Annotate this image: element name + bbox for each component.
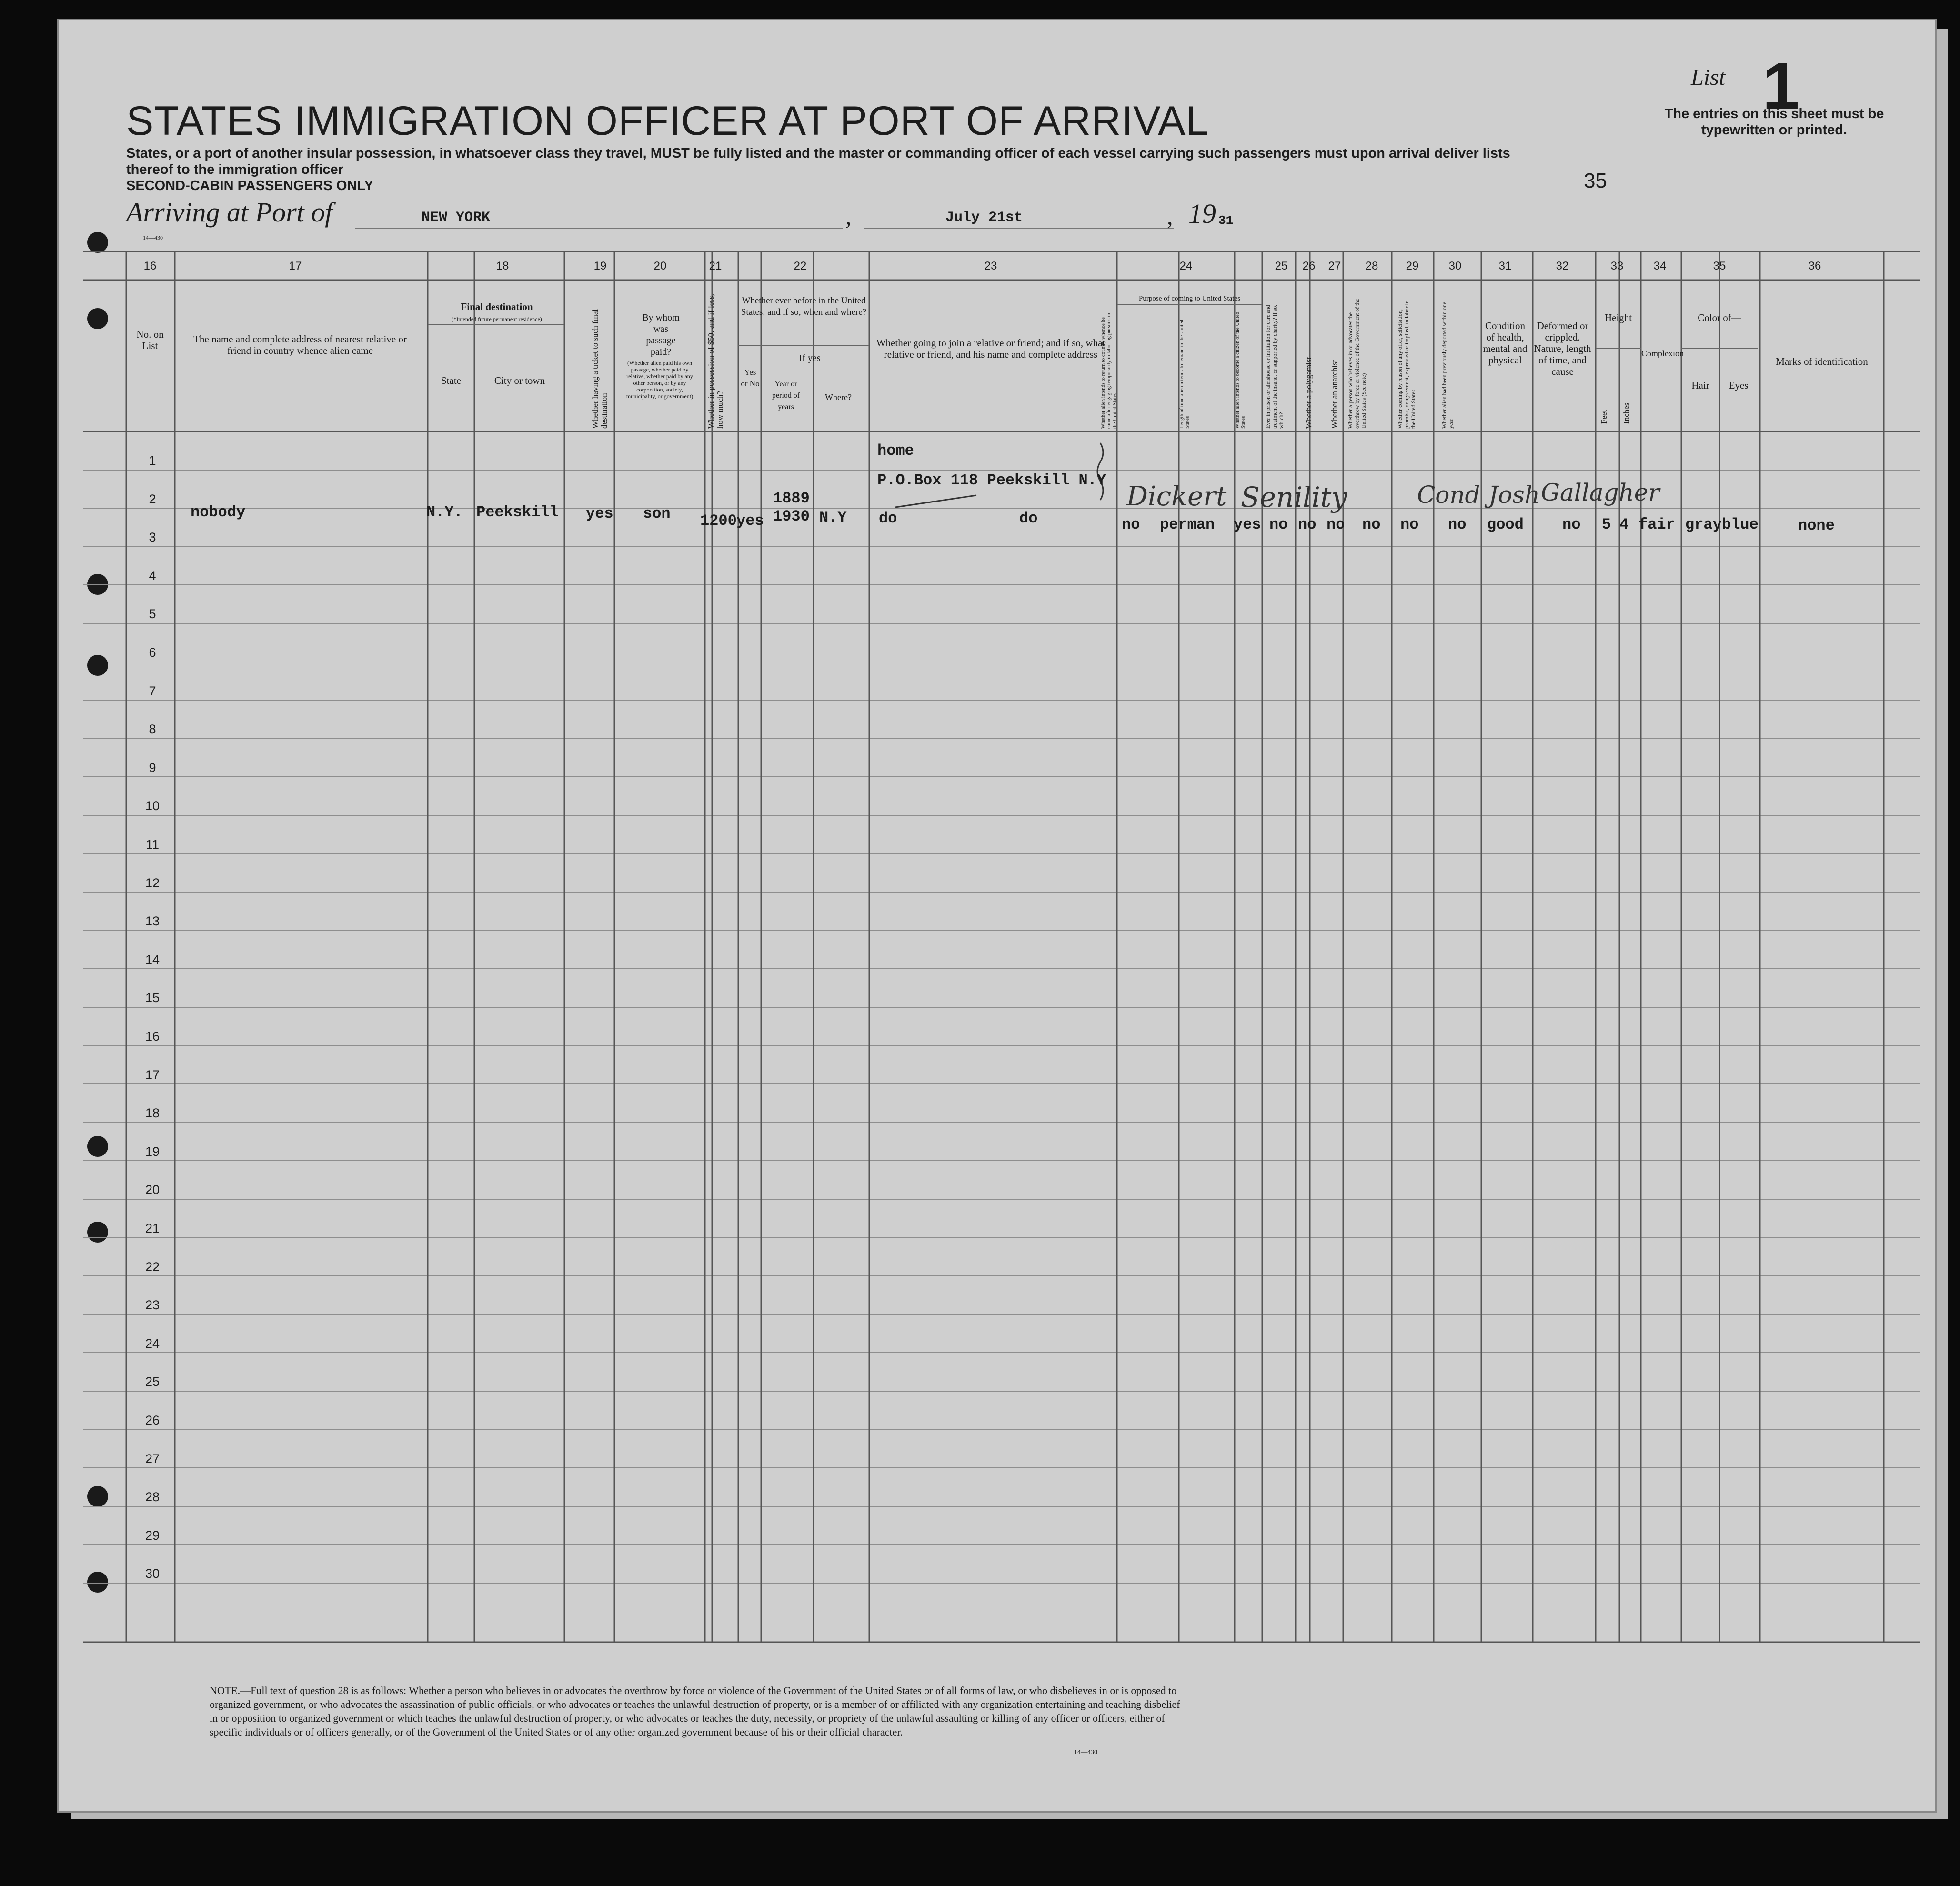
entries-note: The entries on this sheet must be typewritten or printed. [1664,106,1884,138]
hdr-eyes: Eyes [1729,380,1749,391]
col-num-35: 35 [1713,260,1726,272]
hdr-passage-paid-sub: (Whether alien paid his own passage, whether paid by relative, whether paid by any other person, or by any corporation, society, municipality, or government) [626,360,694,400]
hdr-marks: Marks of identification [1776,356,1868,367]
col-num-17: 17 [289,260,302,272]
hdr-before-in-us: Whether ever before in the United States; and if so, when and where? [741,296,867,317]
col-num-25: 25 [1275,260,1288,272]
col-num-26: 26 [1302,260,1316,272]
comma: , [845,203,852,230]
arrival-port: NEW YORK [422,210,491,226]
hdr-purpose-citizen: Whether alien intends to become a citizen of the United States [1235,311,1246,429]
row-number: 23 [145,1298,160,1312]
row2-feet: 5 [1602,516,1611,533]
form-mark-top: 14—430 [143,234,163,241]
hdr-ticket: Whether having a ticket to such final destination [591,309,609,429]
row1-join-line2: P.O.Box 118 Peekskill N.Y [877,472,1106,489]
year-prefix: 19 [1188,198,1216,229]
handwriting-5: Gallagher [1541,479,1660,506]
col-num-28: 28 [1365,260,1378,272]
handwriting-2: Senility [1241,481,1347,513]
row2-anarchist: no [1327,516,1345,533]
hdr-deported: Whether alien had been previously deported within one year [1441,301,1454,429]
row-number: 19 [145,1144,160,1159]
row-number: 6 [149,645,156,660]
hdr-anarchist: Whether an anarchist [1330,360,1339,429]
col-num-18: 18 [496,260,509,272]
hdr-hair: Hair [1691,380,1709,391]
year-suffix: 31 [1218,213,1234,228]
row2-period-to: 1930 [773,508,810,525]
row2-paid-by: son [643,505,671,522]
row-number: 4 [149,569,156,583]
form-title: STATES IMMIGRATION OFFICER AT PORT OF ARRIVAL [126,98,1209,144]
arrival-date: July 21st [945,210,1023,226]
row-number: 3 [149,530,156,544]
row2-citizen: yes [1234,516,1261,533]
row2-hair: gray [1685,516,1722,533]
form-mark-bottom: 14—430 [1074,1749,1097,1756]
row-number: 16 [145,1029,160,1043]
col-num-36: 36 [1808,260,1821,272]
hdr-height: Height [1604,312,1632,323]
notice-text: States, or a port of another insular possession, in whatsoever class they travel, MUST be fully listed and the master or commanding officer of each vessel carrying such passengers must upon arrival deliver lists thereof to the immigration officer [126,146,1510,177]
hdr-join-relative: Whether going to join a relative or friend; and if so, what relative or friend, and his name and complete address [876,337,1106,360]
row2-eyes: blue [1722,516,1759,533]
row-number: 25 [145,1374,160,1389]
col-num-29: 29 [1406,260,1419,272]
handwriting-4: Josh [1488,481,1540,509]
col-num-22: 22 [794,260,807,272]
row-number: 26 [145,1413,160,1427]
col-num-31: 31 [1498,260,1512,272]
row-number: 1 [149,453,156,468]
row2-deported: no [1448,516,1467,533]
row-number: 8 [149,722,156,736]
row2-prison: no [1269,516,1288,533]
col-num-27: 27 [1328,260,1341,272]
hdr-prison: Ever in prison or almshouse or institution for care and treatment of the insane, or supported by charity? If so, which? [1265,304,1285,429]
col-num-16: 16 [143,260,157,272]
hdr-money: Whether in possession of $50, and if less, how much? [706,294,724,429]
row-number: 5 [149,607,156,621]
row2-marks: none [1798,517,1835,534]
comma: , [1167,203,1173,230]
arrival-label: Arriving at Port of [126,197,333,228]
row2-overthrow: no [1362,516,1381,533]
row2-money: 1200 [700,512,737,530]
row-number: 14 [145,953,160,967]
hdr-purpose: Purpose of coming to United States [1139,295,1240,302]
hdr-period: Year or period of years [772,380,800,411]
col-num-19: 19 [593,260,607,272]
row2-health: good [1487,516,1524,533]
row2-where: N.Y [819,509,847,526]
col-num-30: 30 [1448,260,1462,272]
hdr-purpose-length: Length of time alien intends to remain in the United States [1179,320,1190,429]
row2-contract: no [1400,516,1419,533]
row-number: 9 [149,761,156,775]
hdr-nearest-relative: The name and complete address of nearest relative or friend in country whence alien came [193,333,407,356]
hdr-passage-paid: By whom was passage paid? [642,312,680,357]
col-num-24: 24 [1179,260,1193,272]
row-number: 12 [145,876,160,890]
row-number: 30 [145,1566,160,1581]
row2-return-country: no [1122,516,1140,533]
row2-polygamist: no [1298,516,1317,533]
hdr-deformed: Deformed or crippled. Nature, length of time, and cause [1534,320,1591,377]
footer-note: NOTE.—Full text of question 28 is as follows: Whether a person who believes in or advocates the overthrow by force or violence of the Government of the United States or of all forms of law, or who disbelieves in or is opposed to organized government, or who advocates the assassination of public officials, or who advocates or teaches the unlawful destruction of property, or is a member of or affiliated with any organization entertaining and teaching disbelief in or opposition to organized government or which teaches the unlawful destruction of property, or who advocates or teaches the duty, necessity, or propriety of the unlawful assaulting or killing of any officer or officers, either of specific individuals or of officers generally, or of the Government of the United States or of any other organized government because of his or their official character. [210,1685,1180,1738]
hdr-if-yes: If yes— [799,353,830,363]
row2-state: N.Y. [426,503,463,521]
row-number: 27 [145,1452,160,1466]
hdr-color: Color of— [1698,312,1741,323]
row-number: 21 [145,1221,160,1235]
hdr-contract-labor: Whether coming by reason of any offer, solicitation, promise, or agreement, expressed or implied, to labor in the United States [1397,301,1417,429]
row2-complexion: fair [1638,516,1675,533]
row1-join-line1: home [877,442,914,460]
page-number: 35 [1584,169,1607,192]
row-number: 24 [145,1336,160,1351]
list-label: List [1691,65,1726,90]
hdr-final-destination: Final destination [461,301,533,312]
col-num-21: 21 [709,260,722,272]
hdr-polygamist: Whether a polygamist [1304,357,1313,429]
row-number: 28 [145,1490,160,1504]
col-num-23: 23 [984,260,997,272]
row-number: 29 [145,1528,160,1543]
row-number: 18 [145,1106,160,1120]
hdr-state: State [441,375,461,386]
row2-length-of-stay: perman [1160,516,1215,533]
hdr-where: Where? [825,392,852,402]
row-number: 17 [145,1068,160,1082]
row2-deformed: no [1562,516,1581,533]
row-number: 13 [145,914,160,928]
hdr-inches: Inches [1622,402,1631,424]
row2-inches: 4 [1619,516,1629,533]
col-num-33: 33 [1610,260,1624,272]
col-num-20: 20 [653,260,667,272]
hdr-final-destination-sub: (*Intended future permanent residence) [452,316,542,322]
hdr-health: Condition of health, mental and physical [1483,320,1528,366]
hdr-purpose-return: Whether alien intends to return to country whence he came after engaging temporarily in laboring pursuits in the United States [1100,313,1117,429]
row-number: 22 [145,1260,160,1274]
hdr-yes-no: Yes or No [741,368,760,388]
cabin-class: SECOND-CABIN PASSENGERS ONLY [126,178,373,193]
col-num-32: 32 [1556,260,1569,272]
row2-before-yesno: yes [736,512,764,530]
hdr-no-on-list: No. on List [136,329,164,351]
handwriting-1: Dickert [1126,481,1227,512]
hdr-feet: Feet [1599,410,1608,424]
row2-city: Peekskill [476,503,559,521]
hdr-overthrow: Whether a person who believes in or advocates the overthrow by force or violence of the Government of the United States (See note) [1347,299,1367,429]
row2-join-a: do [879,510,897,527]
row2-join-b: do [1019,510,1038,527]
hdr-city: City or town [494,375,545,386]
col-num-34: 34 [1653,260,1667,272]
row2-relative: nobody [191,503,246,521]
row-number: 10 [145,799,160,813]
row-number: 7 [149,684,156,698]
hdr-complexion: Complexion [1641,349,1684,358]
row2-period-from: 1889 [773,490,810,507]
list-number: 1 [1762,49,1799,123]
row-number: 11 [145,837,160,852]
row-number: 20 [145,1183,160,1197]
row-number: 15 [145,991,160,1005]
row-number: 2 [149,492,156,506]
row2-ticket: yes [586,505,613,522]
handwriting-3: Cond [1417,481,1480,509]
